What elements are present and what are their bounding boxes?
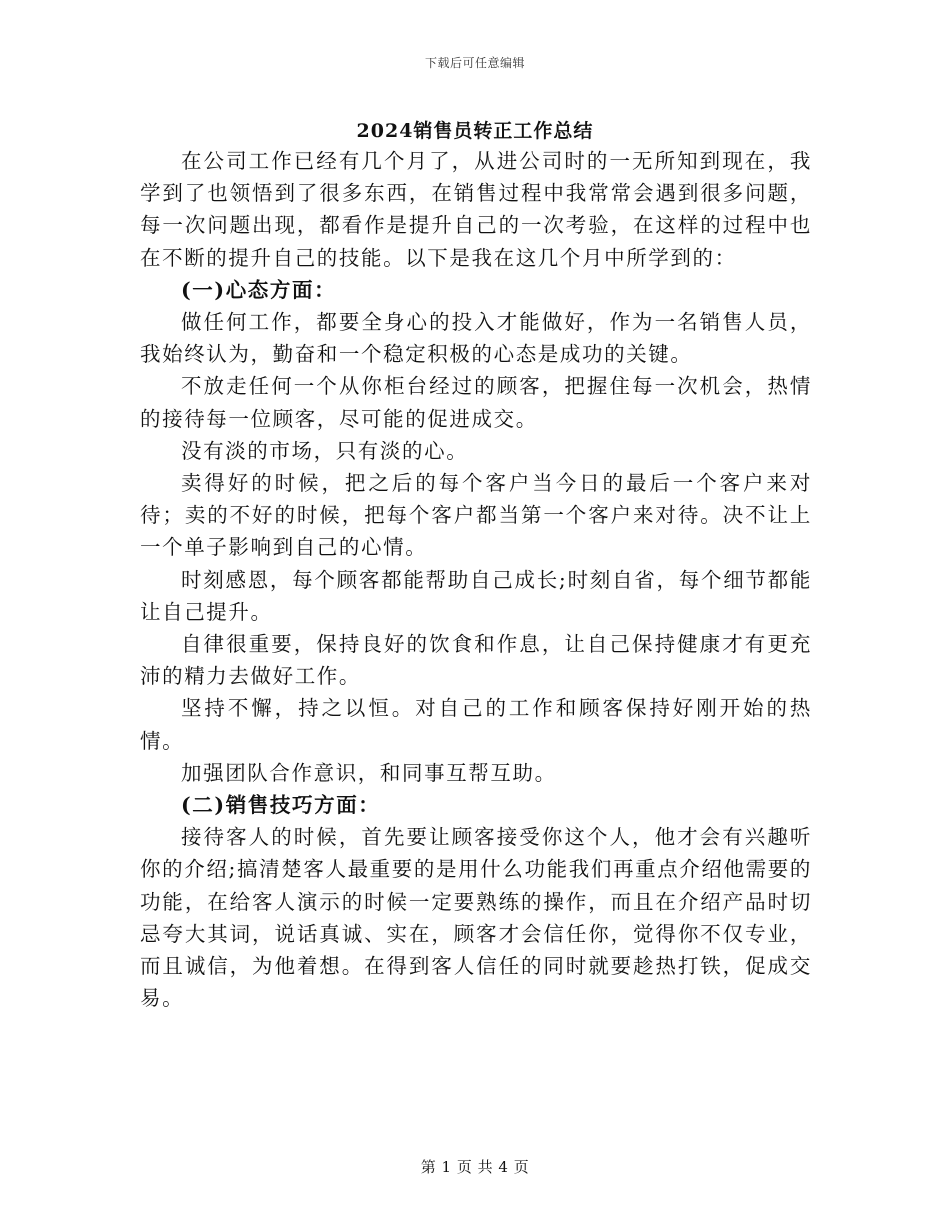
document-body — [140, 145, 812, 1014]
section-heading-mindset: (一)心态方面： — [181, 277, 337, 302]
paragraph: 接待客人的时候，首先要让顾客接受你这个人，他才会有兴趣听你的介绍;搞清楚客人最重要的是用什么功能我们再重点介绍他需要的功能，在给客人演示的时候一定要熟练的操作，而且在介绍产品时切忌夸大其词，说话真诚、实在，顾客才会信任你，觉得你不仅专业，而且诚信，为他着想。在得到客人信任的同时就要趁热打铁，促成交易。 — [140, 825, 812, 1011]
header-note: 下载后可任意编辑 — [424, 56, 525, 70]
paragraph: 坚持不懈，持之以恒。对自己的工作和顾客保持好刚开始的热情。 — [140, 696, 812, 753]
paragraph: 时刻感恩，每个顾客都能帮助自己成长;时刻自省，每个细节都能让自己提升。 — [140, 567, 812, 624]
section-heading-sales-skills: (二)销售技巧方面： — [181, 793, 381, 818]
document-title: 2024销售员转正工作总结 — [356, 120, 594, 142]
paragraph: 卖得好的时候，把之后的每个客户当今日的最后一个客户来对待；卖的不好的时候，把每个客户都当第一个客户来对待。决不让上一个单子影响到自己的心情。 — [140, 471, 812, 560]
paragraph: 没有淡的市场，只有淡的心。 — [181, 438, 469, 463]
paragraph: 加强团队合作意识，和同事互帮互助。 — [181, 760, 557, 785]
paragraph: 不放走任何一个从你柜台经过的顾客，把握住每一次机会，热情的接待每一位顾客，尽可能的促进成交。 — [140, 374, 812, 431]
paragraph: 自律很重要，保持良好的饮食和作息，让自己保持健康才有更充沛的精力去做好工作。 — [140, 632, 812, 689]
paragraph-intro: 在公司工作已经有几个月了，从进公司时的一无所知到现在，我学到了也领悟到了很多东西，在销售过程中我常常会遇到很多问题，每一次问题出现，都看作是提升自己的一次考验，在这样的过程中也在不断的提升自己的技能。以下是我在这几个月中所学到的： — [140, 149, 812, 270]
paragraph: 做任何工作，都要全身心的投入才能做好，作为一名销售人员，我始终认为，勤奋和一个稳定积极的心态是成功的关键。 — [140, 310, 812, 367]
page-footer: 第 1 页 共 4 页 — [420, 1158, 530, 1176]
